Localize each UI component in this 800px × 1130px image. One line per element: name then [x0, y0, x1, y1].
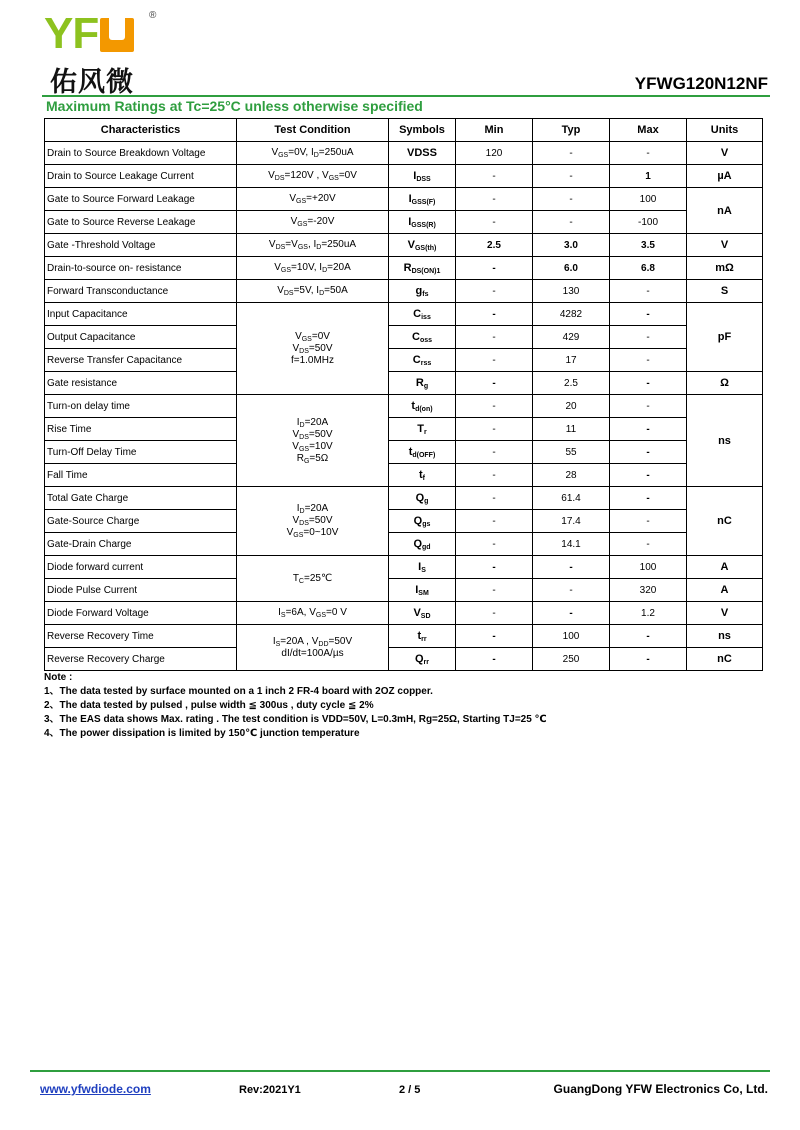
- condition-cell: $V_{GS}=0V$, $I_D=250uA$: [237, 142, 389, 165]
- table-row: [45, 464, 763, 487]
- max-cell: -: [610, 280, 687, 303]
- min-cell: -: [456, 625, 533, 648]
- characteristic-cell: Drain to Source Leakage Current: [45, 165, 237, 188]
- header-cell: Characteristics: [45, 119, 237, 142]
- part-number: YFWG120N12NF: [634, 74, 768, 93]
- characteristic-cell: Diode Forward Voltage: [45, 602, 237, 625]
- table-row: [45, 257, 763, 280]
- unit-cell: mΩ: [687, 257, 763, 280]
- condition-cell: $I_S=20A$ , $V_{DD}=50V$ dI/dt=100A/µs: [237, 625, 389, 671]
- symbol-cell: $C_{iss}$: [389, 303, 456, 326]
- max-cell: -: [610, 464, 687, 487]
- condition-cell: $V_{GS}=-20V$: [237, 211, 389, 234]
- max-cell: -: [610, 349, 687, 372]
- company-name: GuangDong YFW Electronics Co, Ltd.: [553, 1082, 768, 1096]
- min-cell: -: [456, 648, 533, 671]
- table-row: [45, 349, 763, 372]
- electrical-characteristics-table: [44, 118, 763, 671]
- unit-cell: ns: [687, 625, 763, 648]
- min-cell: -: [456, 395, 533, 418]
- symbol-cell: $C_{oss}$: [389, 326, 456, 349]
- max-cell: -: [610, 395, 687, 418]
- min-cell: -: [456, 510, 533, 533]
- typ-cell: 250: [533, 648, 610, 671]
- min-cell: -: [456, 257, 533, 280]
- typ-cell: 20: [533, 395, 610, 418]
- symbol-cell: VDSS: [389, 142, 456, 165]
- typ-cell: -: [533, 142, 610, 165]
- symbol-cell: $Q_{rr}$: [389, 648, 456, 671]
- typ-cell: -: [533, 211, 610, 234]
- typ-cell: 4282: [533, 303, 610, 326]
- footer-divider: [30, 1070, 770, 1072]
- symbol-cell: $t_f$: [389, 464, 456, 487]
- min-cell: -: [456, 165, 533, 188]
- header-divider: [42, 95, 770, 97]
- header-cell: Max: [610, 119, 687, 142]
- symbol-cell: $R_g$: [389, 372, 456, 395]
- typ-cell: 11: [533, 418, 610, 441]
- table-row: [45, 188, 763, 211]
- condition-cell: $I_D=20A$ $V_{DS}=50V$ $V_{GS}=10V$ $R_G=5\Omega$: [237, 395, 389, 487]
- typ-cell: 429: [533, 326, 610, 349]
- characteristic-cell: Gate -Threshold Voltage: [45, 234, 237, 257]
- table-row: [45, 556, 763, 579]
- website-link[interactable]: www.yfwdiode.com: [40, 1082, 151, 1096]
- typ-cell: 14.1: [533, 533, 610, 556]
- unit-cell: nC: [687, 648, 763, 671]
- condition-cell: $V_{GS}=0V$ $V_{DS}=50V$ f=1.0MHz: [237, 303, 389, 395]
- characteristic-cell: Gate-Drain Charge: [45, 533, 237, 556]
- typ-cell: 130: [533, 280, 610, 303]
- symbol-cell: $I_{SM}$: [389, 579, 456, 602]
- min-cell: -: [456, 188, 533, 211]
- symbol-cell: $t_{d(on)}$: [389, 395, 456, 418]
- characteristic-cell: Fall Time: [45, 464, 237, 487]
- table-header-row: [45, 119, 763, 142]
- table-row: [45, 533, 763, 556]
- note-item: 1、The data tested by surface mounted on a 1 inch 2 FR-4 board with 2OZ copper.: [44, 686, 433, 697]
- unit-cell: S: [687, 280, 763, 303]
- characteristic-cell: Reverse Recovery Time: [45, 625, 237, 648]
- unit-cell: nC: [687, 487, 763, 556]
- section-title: Maximum Ratings at Tc=25°C unless otherwise specified: [46, 98, 423, 114]
- max-cell: 320: [610, 579, 687, 602]
- max-cell: -: [610, 326, 687, 349]
- max-cell: -: [610, 418, 687, 441]
- typ-cell: 3.0: [533, 234, 610, 257]
- symbol-cell: $Q_g$: [389, 487, 456, 510]
- characteristic-cell: Reverse Transfer Capacitance: [45, 349, 237, 372]
- max-cell: 100: [610, 556, 687, 579]
- symbol-cell: $C_{rss}$: [389, 349, 456, 372]
- min-cell: -: [456, 533, 533, 556]
- page-number: 2 / 5: [399, 1084, 421, 1096]
- min-cell: -: [456, 303, 533, 326]
- max-cell: -: [610, 510, 687, 533]
- characteristic-cell: Gate to Source Reverse Leakage: [45, 211, 237, 234]
- table-row: [45, 510, 763, 533]
- condition-cell: $V_{DS}=5V$, $I_D=50A$: [237, 280, 389, 303]
- symbol-cell: $t_{d(OFF)}$: [389, 441, 456, 464]
- table-row: [45, 648, 763, 671]
- table-row: [45, 579, 763, 602]
- company-logo: [44, 9, 164, 98]
- typ-cell: -: [533, 556, 610, 579]
- characteristic-cell: Drain to Source Breakdown Voltage: [45, 142, 237, 165]
- characteristic-cell: Gate resistance: [45, 372, 237, 395]
- unit-cell: ns: [687, 395, 763, 487]
- symbol-cell: $V_{SD}$: [389, 602, 456, 625]
- table-row: [45, 441, 763, 464]
- unit-cell: V: [687, 142, 763, 165]
- max-cell: -100: [610, 211, 687, 234]
- symbol-cell: $T_r$: [389, 418, 456, 441]
- registered-mark: ®: [149, 10, 157, 21]
- max-cell: 3.5: [610, 234, 687, 257]
- table-row: [45, 326, 763, 349]
- max-cell: -: [610, 303, 687, 326]
- symbol-cell: $Q_{gs}$: [389, 510, 456, 533]
- max-cell: 100: [610, 188, 687, 211]
- min-cell: -: [456, 464, 533, 487]
- header-cell: Units: [687, 119, 763, 142]
- table-row: [45, 372, 763, 395]
- notes-section: [44, 671, 547, 741]
- max-cell: -: [610, 142, 687, 165]
- condition-cell: $V_{DS}=V_{GS}$, $I_D=250uA$: [237, 234, 389, 257]
- symbol-cell: $Q_{gd}$: [389, 533, 456, 556]
- note-item: 2、The data tested by pulsed , pulse width ≦ 300us , duty cycle ≦ 2%: [44, 700, 374, 711]
- min-cell: 2.5: [456, 234, 533, 257]
- characteristic-cell: Drain-to-source on- resistance: [45, 257, 237, 280]
- typ-cell: 61.4: [533, 487, 610, 510]
- max-cell: -: [610, 372, 687, 395]
- symbol-cell: $I_{GSS(R)}$: [389, 211, 456, 234]
- note-item: 3、The EAS data shows Max. rating . The test condition is VDD=50V, L=0.3mH, Rg=25Ω, Starting TJ=25 ℃: [44, 714, 547, 725]
- symbol-cell: $I_S$: [389, 556, 456, 579]
- typ-cell: -: [533, 579, 610, 602]
- min-cell: -: [456, 556, 533, 579]
- max-cell: 1.2: [610, 602, 687, 625]
- table-row: [45, 602, 763, 625]
- symbol-cell: $t_{rr}$: [389, 625, 456, 648]
- characteristic-cell: Input Capacitance: [45, 303, 237, 326]
- unit-cell: Ω: [687, 372, 763, 395]
- unit-cell: V: [687, 234, 763, 257]
- table-row: [45, 487, 763, 510]
- characteristic-cell: Diode Pulse Current: [45, 579, 237, 602]
- typ-cell: 55: [533, 441, 610, 464]
- min-cell: -: [456, 418, 533, 441]
- characteristic-cell: Forward Transconductance: [45, 280, 237, 303]
- min-cell: -: [456, 487, 533, 510]
- typ-cell: 17.4: [533, 510, 610, 533]
- min-cell: -: [456, 280, 533, 303]
- min-cell: -: [456, 372, 533, 395]
- typ-cell: -: [533, 188, 610, 211]
- characteristic-cell: Rise Time: [45, 418, 237, 441]
- table-row: [45, 211, 763, 234]
- symbol-cell: $R_{DS(ON)1}$: [389, 257, 456, 280]
- condition-cell: $I_D=20A$ $V_{DS}=50V$ $V_{GS}=0\sim 10V$: [237, 487, 389, 556]
- max-cell: 6.8: [610, 257, 687, 280]
- table-row: [45, 142, 763, 165]
- min-cell: -: [456, 211, 533, 234]
- max-cell: -: [610, 533, 687, 556]
- condition-cell: $V_{GS}=+20V$: [237, 188, 389, 211]
- max-cell: -: [610, 625, 687, 648]
- characteristic-cell: Output Capacitance: [45, 326, 237, 349]
- header-cell: Symbols: [389, 119, 456, 142]
- typ-cell: 2.5: [533, 372, 610, 395]
- notes-title: Note :: [44, 672, 73, 683]
- characteristic-cell: Turn-Off Delay Time: [45, 441, 237, 464]
- characteristic-cell: Gate to Source Forward Leakage: [45, 188, 237, 211]
- min-cell: 120: [456, 142, 533, 165]
- table-row: [45, 165, 763, 188]
- logo-letters: YF: [44, 12, 134, 56]
- characteristic-cell: Turn-on delay time: [45, 395, 237, 418]
- typ-cell: 100: [533, 625, 610, 648]
- unit-cell: A: [687, 556, 763, 579]
- characteristic-cell: Total Gate Charge: [45, 487, 237, 510]
- min-cell: -: [456, 602, 533, 625]
- min-cell: -: [456, 326, 533, 349]
- characteristic-cell: Gate-Source Charge: [45, 510, 237, 533]
- table-row: [45, 234, 763, 257]
- table-row: [45, 303, 763, 326]
- header-cell: Typ: [533, 119, 610, 142]
- typ-cell: -: [533, 165, 610, 188]
- logo-chinese-name: 佑风微: [50, 67, 134, 98]
- typ-cell: 17: [533, 349, 610, 372]
- symbol-cell: $I_{DSS}$: [389, 165, 456, 188]
- max-cell: -: [610, 441, 687, 464]
- characteristic-cell: Reverse Recovery Charge: [45, 648, 237, 671]
- header-cell: Test Condition: [237, 119, 389, 142]
- table-row: [45, 280, 763, 303]
- typ-cell: 28: [533, 464, 610, 487]
- unit-cell: µA: [687, 165, 763, 188]
- unit-cell: nA: [687, 188, 763, 234]
- note-item: 4、The power dissipation is limited by 150℃ junction temperature: [44, 728, 360, 739]
- condition-cell: $V_{DS}=120V$ , $V_{GS}=0V$: [237, 165, 389, 188]
- table-row: [45, 625, 763, 648]
- characteristic-cell: Diode forward current: [45, 556, 237, 579]
- symbol-cell: $V_{GS(th)}$: [389, 234, 456, 257]
- condition-cell: $V_{GS}=10V$, $I_D=20A$: [237, 257, 389, 280]
- min-cell: -: [456, 441, 533, 464]
- table-row: [45, 418, 763, 441]
- unit-cell: A: [687, 579, 763, 602]
- typ-cell: 6.0: [533, 257, 610, 280]
- revision-label: Rev:2021Y1: [239, 1084, 301, 1096]
- condition-cell: $I_S=6A$, $V_{GS}=0$ V: [237, 602, 389, 625]
- condition-cell: $T_C=25℃$: [237, 556, 389, 602]
- max-cell: -: [610, 487, 687, 510]
- unit-cell: V: [687, 602, 763, 625]
- min-cell: -: [456, 349, 533, 372]
- min-cell: -: [456, 579, 533, 602]
- unit-cell: pF: [687, 303, 763, 372]
- symbol-cell: $g_{fs}$: [389, 280, 456, 303]
- header-cell: Min: [456, 119, 533, 142]
- table-row: [45, 395, 763, 418]
- max-cell: -: [610, 648, 687, 671]
- symbol-cell: $I_{GSS(F)}$: [389, 188, 456, 211]
- max-cell: 1: [610, 165, 687, 188]
- logo-u-mark: [100, 18, 134, 52]
- typ-cell: -: [533, 602, 610, 625]
